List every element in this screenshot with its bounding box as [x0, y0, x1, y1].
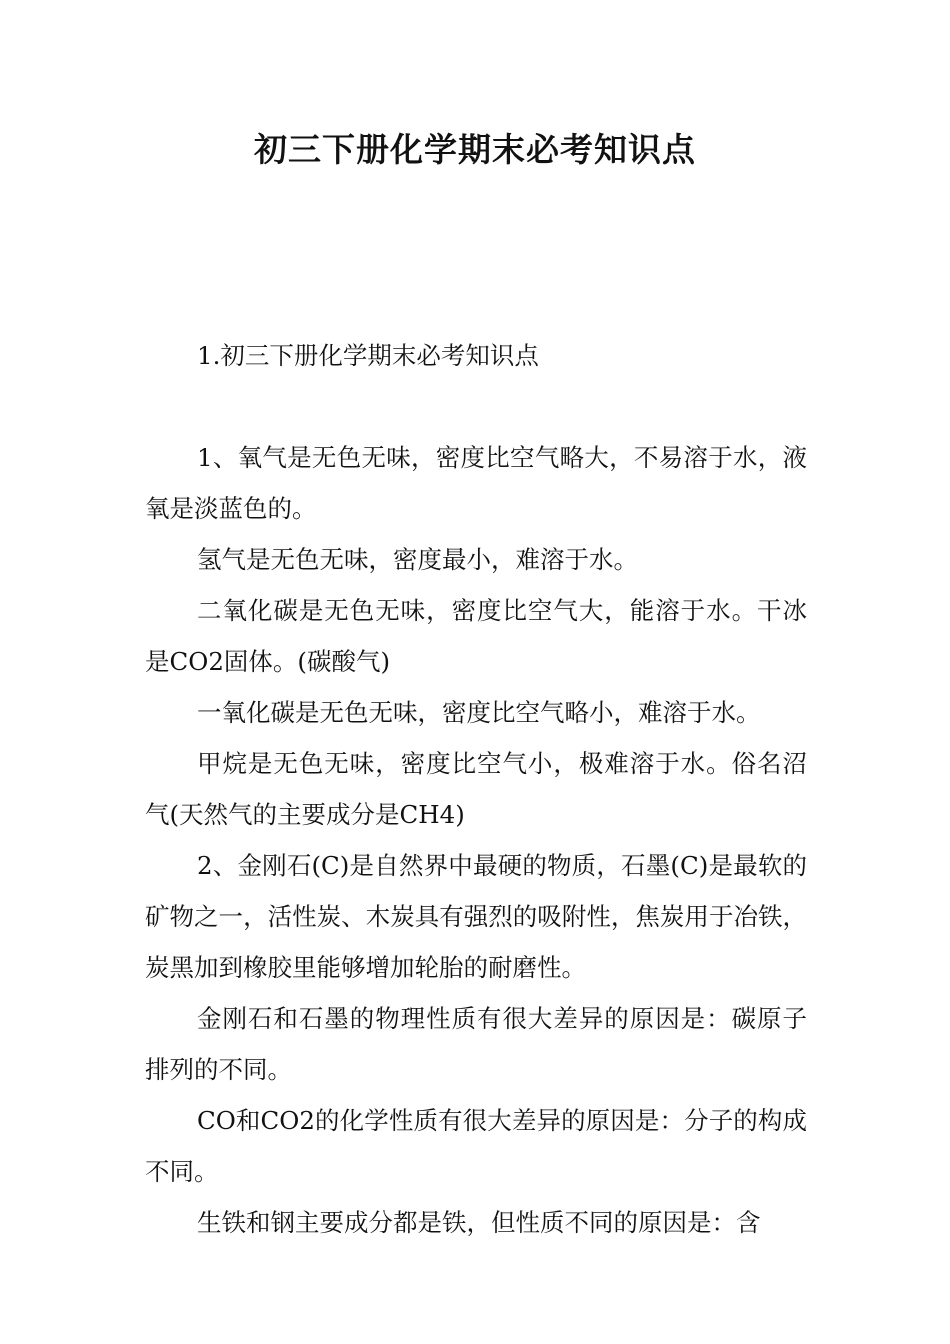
document-body — [145, 330, 807, 1248]
paragraph: CO和CO2的化学性质有很大差异的原因是：分子的构成不同。 — [145, 1106, 807, 1186]
paragraph: 2、金刚石(C)是自然界中最硬的物质，石墨(C)是最软的矿物之一，活性炭、木炭具有强烈的吸附性，焦炭用于冶铁，炭黑加到橡胶里能够增加轮胎的耐磨性。 — [145, 851, 807, 982]
section-heading: 1.初三下册化学期末必考知识点 — [197, 341, 539, 370]
paragraph: 氢气是无色无味，密度最小，难溶于水。 — [197, 545, 638, 574]
paragraph: 一氧化碳是无色无味，密度比空气略小，难溶于水。 — [197, 698, 761, 727]
paragraph: 二氧化碳是无色无味，密度比空气大，能溶于水。干冰是CO2固体。(碳酸气) — [145, 596, 807, 676]
paragraph: 甲烷是无色无味，密度比空气小，极难溶于水。俗名沼气(天然气的主要成分是CH4) — [145, 749, 807, 829]
paragraph: 生铁和钢主要成分都是铁，但性质不同的原因是：含 — [197, 1208, 761, 1237]
paragraph: 1、氧气是无色无味，密度比空气略大，不易溶于水，液氧是淡蓝色的。 — [145, 443, 807, 523]
document-title: 初三下册化学期末必考知识点 — [254, 130, 696, 169]
paragraph: 金刚石和石墨的物理性质有很大差异的原因是：碳原子排列的不同。 — [145, 1004, 807, 1084]
